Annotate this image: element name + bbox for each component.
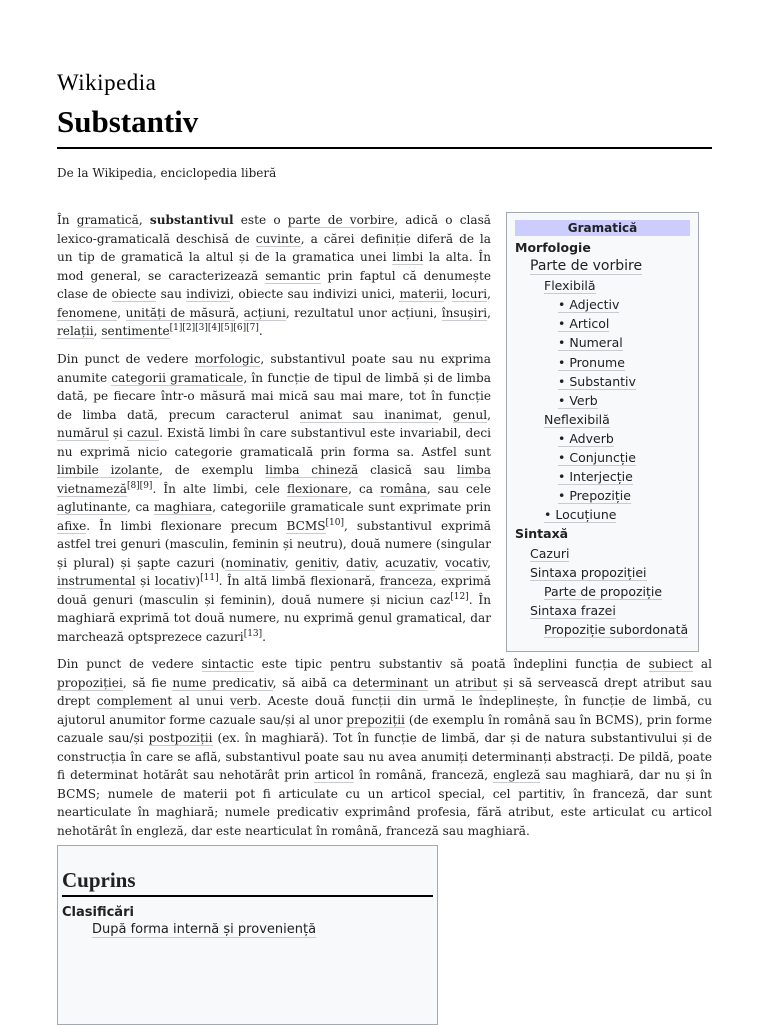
text-run: , bbox=[487, 305, 491, 320]
infobox-header: Gramatică bbox=[515, 220, 690, 236]
infobox-row[interactable] bbox=[507, 486, 698, 505]
text-run: prin faptul că denumește clase de bbox=[57, 268, 492, 301]
title-divider bbox=[57, 147, 712, 149]
infobox-row-label: Neflexibilă bbox=[544, 411, 610, 427]
wiki-link[interactable]: complement bbox=[96, 694, 173, 708]
bold-term: substantivul bbox=[149, 213, 234, 227]
text-run: . În limbi flexionare precum bbox=[86, 518, 287, 533]
wiki-link[interactable]: franceza bbox=[379, 574, 433, 588]
text-run: În bbox=[57, 213, 77, 227]
text-run: al unui bbox=[172, 694, 230, 708]
text-run: , în funcție de tipul de limbă și de limba dată, pe fiecare într-o măsură mai mică sau mai mare, tot în funcție de limba dată, precum caracterul bbox=[57, 370, 491, 422]
text-run: , bbox=[335, 555, 346, 570]
page-title: Substantiv bbox=[57, 104, 199, 139]
infobox-row[interactable] bbox=[507, 505, 698, 524]
infobox-row-label: • Numeral bbox=[558, 335, 623, 351]
text-run: . În maghiară exprimă tot două numere, nu exprimă genul gramatical, dar marchează optsprezece cazuri bbox=[57, 592, 491, 644]
wiki-link[interactable]: gramatică bbox=[76, 213, 139, 227]
wiki-link[interactable]: instrumental bbox=[57, 574, 136, 588]
text-run: , să fie bbox=[122, 675, 173, 690]
infobox-row-label: Morfologie bbox=[515, 240, 591, 255]
text-run: și să servească drept atribut sau drept bbox=[57, 675, 712, 708]
infobox-row-label: • Adjectiv bbox=[558, 297, 620, 313]
toc-item-label: După forma internă și proveniență bbox=[92, 922, 317, 937]
text-run: Din punct de vedere bbox=[57, 657, 202, 671]
text-run: . În alte limbi, cele bbox=[152, 481, 287, 496]
text-run: , de exemplu bbox=[159, 463, 266, 477]
text-run: este o bbox=[233, 213, 288, 227]
wiki-link[interactable]: acuzativ bbox=[385, 555, 435, 570]
text-run: , bbox=[443, 287, 452, 301]
grammar-infobox bbox=[506, 212, 699, 652]
wiki-link[interactable]: însușiri bbox=[441, 305, 488, 320]
wiki-link[interactable]: indivizi bbox=[186, 287, 231, 301]
wiki-link[interactable]: subiect bbox=[648, 657, 694, 671]
wiki-link[interactable]: acțiuni bbox=[243, 305, 286, 320]
toc-item-forma-interna[interactable] bbox=[92, 922, 437, 937]
citation-ref[interactable]: [10] bbox=[325, 517, 345, 528]
citation-ref[interactable]: [8][9] bbox=[126, 480, 153, 491]
text-run: clasică sau bbox=[358, 463, 457, 477]
wiki-link[interactable]: engleză bbox=[493, 768, 541, 782]
text-run: , categoriile gramaticale sunt exprimate prin bbox=[212, 500, 491, 514]
text-run: în română, franceză, bbox=[354, 768, 494, 782]
wikipedia-wordmark[interactable]: Wikipedia bbox=[57, 70, 157, 95]
wiki-link[interactable]: limbi bbox=[392, 250, 424, 264]
wiki-link[interactable]: morfologic bbox=[194, 352, 261, 366]
text-run: , bbox=[117, 305, 126, 320]
text-run: . bbox=[258, 324, 263, 338]
infobox-row-label: Parte de vorbire bbox=[530, 258, 643, 275]
text-run: sau bbox=[156, 287, 187, 301]
infobox-row[interactable] bbox=[507, 582, 698, 601]
text-run: , obiecte sau indivizi unici, bbox=[230, 287, 400, 301]
infobox-row-label: • Adverb bbox=[558, 430, 614, 446]
text-run: , bbox=[434, 555, 445, 570]
wiki-link[interactable]: postpoziții bbox=[148, 731, 213, 745]
toc-item-clasificari[interactable]: Clasificări bbox=[62, 905, 134, 920]
infobox-row[interactable] bbox=[507, 524, 698, 543]
wiki-link[interactable]: limba vietnameză bbox=[57, 463, 491, 496]
text-run: , substantivul poate sau nu exprima anumite bbox=[57, 352, 491, 385]
text-run: , bbox=[487, 287, 491, 301]
text-run: . În altă limbă flexionară, bbox=[218, 574, 380, 588]
text-run: și bbox=[108, 426, 128, 440]
infobox-row-label: Parte de propoziție bbox=[544, 583, 663, 599]
wiki-link[interactable]: atribut bbox=[455, 675, 498, 690]
infobox-row-label: Sintaxă bbox=[515, 526, 569, 542]
infobox-row-label: Sintaxa frazei bbox=[530, 602, 616, 618]
infobox-row-label: • Conjuncție bbox=[558, 450, 636, 466]
text-run: , bbox=[138, 213, 150, 227]
morphology-paragraph bbox=[57, 350, 491, 646]
text-run: și bbox=[135, 574, 155, 588]
text-run: , ca bbox=[348, 481, 381, 496]
wiki-link[interactable]: sentimente bbox=[101, 324, 170, 338]
wiki-link[interactable]: genul bbox=[452, 407, 488, 422]
text-run: al bbox=[693, 657, 712, 671]
infobox-row-label: Sintaxa propoziției bbox=[530, 564, 647, 580]
text-run: . bbox=[262, 629, 267, 644]
text-run: , bbox=[235, 305, 244, 320]
wiki-link[interactable]: fenomene bbox=[57, 305, 118, 320]
wiki-link[interactable]: relații bbox=[57, 324, 94, 338]
text-run: , ca bbox=[127, 500, 154, 514]
infobox-row[interactable] bbox=[507, 601, 698, 620]
text-run: , să aibă ca bbox=[272, 675, 353, 690]
infobox-row-label: Cazuri bbox=[530, 545, 570, 561]
wiki-link[interactable]: genitiv bbox=[295, 555, 336, 570]
text-run: , a cărei definiție diferă de la un tip de gramatică la altul și de la gramatica unei bbox=[57, 231, 491, 264]
text-run: , rezultatul unor acțiuni, bbox=[285, 305, 442, 320]
wiki-link[interactable]: materii bbox=[399, 287, 444, 301]
wiki-link[interactable]: limbile izolante bbox=[57, 463, 160, 477]
wiki-link[interactable]: articol bbox=[314, 768, 355, 782]
infobox-row[interactable] bbox=[507, 276, 698, 295]
infobox-row[interactable] bbox=[507, 544, 698, 563]
infobox-row[interactable] bbox=[507, 563, 698, 582]
citation-ref[interactable]: [13] bbox=[243, 628, 263, 639]
infobox-row-label: • Prepoziție bbox=[558, 488, 631, 504]
text-run: (de exemplu în română sau în BCMS), prin forme cazuale sau/și bbox=[57, 712, 712, 745]
infobox-row[interactable] bbox=[507, 314, 698, 333]
wiki-link[interactable]: sintactic bbox=[201, 657, 254, 671]
infobox-row-label: • Interjecție bbox=[558, 469, 633, 485]
infobox-row[interactable] bbox=[507, 238, 698, 257]
wiki-link[interactable]: româna bbox=[380, 481, 427, 496]
citation-ref[interactable]: [1][2][3][4][5][6][7] bbox=[169, 322, 259, 333]
infobox-row[interactable] bbox=[507, 467, 698, 486]
page-tagline: De la Wikipedia, enciclopedia liberă bbox=[57, 166, 277, 180]
infobox-row[interactable] bbox=[507, 333, 698, 352]
text-run: , substantivul exprimă astfel trei genuri (masculin, feminin și neutru), două numere (singular și plural) și șapte cazuri ( bbox=[57, 518, 491, 570]
table-of-contents bbox=[57, 845, 438, 1025]
wiki-link[interactable]: animat sau inanimat bbox=[299, 407, 439, 422]
wiki-link[interactable]: locativ bbox=[154, 574, 196, 588]
wiki-link[interactable]: locuri bbox=[451, 287, 488, 301]
wiki-link[interactable]: numărul bbox=[57, 426, 109, 440]
infobox-row-label: Propoziție subordonată bbox=[544, 621, 689, 637]
syntax-paragraph bbox=[57, 655, 712, 840]
infobox-row-label: • Pronume bbox=[558, 354, 625, 370]
wiki-link[interactable]: propoziției bbox=[57, 675, 123, 690]
text-run: la alta. În mod general, se caracterizează bbox=[57, 250, 491, 283]
wiki-link[interactable]: BCMS bbox=[286, 518, 326, 533]
text-run: , exprimă două genuri (masculin și feminin), două numere și niciun caz bbox=[57, 574, 491, 607]
text-run: , bbox=[487, 555, 491, 570]
wiki-link[interactable]: nominativ bbox=[225, 555, 285, 570]
infobox-row[interactable] bbox=[507, 429, 698, 448]
infobox-row-label: Flexibilă bbox=[544, 278, 596, 294]
citation-ref[interactable]: [11] bbox=[200, 572, 219, 583]
text-run: , bbox=[487, 407, 491, 422]
wiki-link[interactable]: limba chineză bbox=[265, 463, 359, 477]
infobox-row[interactable] bbox=[507, 372, 698, 391]
text-run: un bbox=[428, 675, 456, 690]
wiki-link[interactable]: obiecte bbox=[111, 287, 157, 301]
wiki-link[interactable]: aglutinante bbox=[57, 500, 128, 514]
text-run: , bbox=[284, 555, 296, 570]
citation-ref[interactable]: [12] bbox=[450, 591, 469, 602]
infobox-row-label: • Verb bbox=[558, 392, 598, 408]
infobox-row-label: • Locuțiune bbox=[544, 507, 617, 523]
wiki-link[interactable]: flexionare bbox=[286, 481, 349, 496]
text-run: (ex. în maghiară). Tot în funcție de limbă, dar și de natura substantivului și de construcția în care se află, substantivul poate sau nu avea anumiți determinanți abstracți. De pildă, poate fi determinat hotărât sau nehotărât prin bbox=[57, 731, 713, 782]
text-run: , bbox=[375, 555, 386, 570]
wiki-link[interactable]: verb bbox=[229, 694, 258, 708]
infobox-row[interactable] bbox=[507, 391, 698, 410]
wiki-link[interactable]: parte de vorbire bbox=[287, 213, 395, 227]
wiki-link[interactable]: unități de măsură bbox=[125, 305, 236, 320]
intro-paragraph bbox=[57, 211, 491, 341]
wiki-link[interactable]: afixe bbox=[57, 518, 87, 533]
wiki-link[interactable]: categorii gramaticale bbox=[111, 370, 244, 385]
wiki-link[interactable]: cazul bbox=[127, 426, 160, 440]
wiki-link[interactable]: vocativ bbox=[444, 555, 488, 570]
wiki-link[interactable]: prepoziții bbox=[346, 712, 405, 727]
text-run: este tipic pentru substantiv să poată îndeplini funcția de bbox=[253, 657, 649, 671]
text-run: , adică o clasă lexico-gramaticală deschisă de bbox=[57, 213, 491, 246]
toc-title: Cuprins bbox=[62, 868, 433, 897]
wiki-link[interactable]: maghiara bbox=[153, 500, 213, 514]
infobox-row[interactable] bbox=[507, 620, 698, 639]
text-run: , bbox=[93, 324, 102, 338]
infobox-rows bbox=[507, 238, 698, 639]
infobox-row[interactable] bbox=[507, 295, 698, 314]
infobox-row[interactable] bbox=[507, 410, 698, 429]
text-run: sau maghiară, dar nu și în BCMS; numele de materii pot fi articulate cu un articol special, cel partitiv, în franceză, dar sunt nearticulate în maghiară; numele predicativ exprimând profesia, fără atribut, este articulat cu articol nehotărât în engleză, dar este nearticulat în română, franceză sau maghiară. bbox=[57, 768, 713, 838]
wiki-link[interactable]: nume predicativ bbox=[172, 675, 273, 690]
text-run: . Aceste două funcții din urmă le îndeplinește, în funcție de limbă, cu ajutorul anumitor forme cazuale sau/și al unor bbox=[57, 694, 712, 727]
text-run: Din punct de vedere bbox=[57, 352, 195, 366]
infobox-row-label: • Substantiv bbox=[558, 373, 636, 389]
wiki-link[interactable]: semantic bbox=[265, 268, 321, 283]
text-run: ) bbox=[195, 574, 201, 588]
text-run: , sau cele bbox=[426, 481, 491, 496]
wiki-link[interactable]: cuvinte bbox=[255, 231, 301, 246]
infobox-row[interactable] bbox=[507, 353, 698, 372]
text-run: , bbox=[438, 407, 453, 422]
infobox-row[interactable] bbox=[507, 257, 698, 276]
infobox-row[interactable] bbox=[507, 448, 698, 467]
wiki-link[interactable]: dativ bbox=[345, 555, 376, 570]
text-run: . Există limbi în care substantivul este invariabil, deci nu exprimă nicio categorie gramaticală prin forma sa. Astfel sunt bbox=[57, 426, 492, 459]
wiki-link[interactable]: determinant bbox=[352, 675, 429, 690]
infobox-row-label: • Articol bbox=[558, 316, 610, 332]
